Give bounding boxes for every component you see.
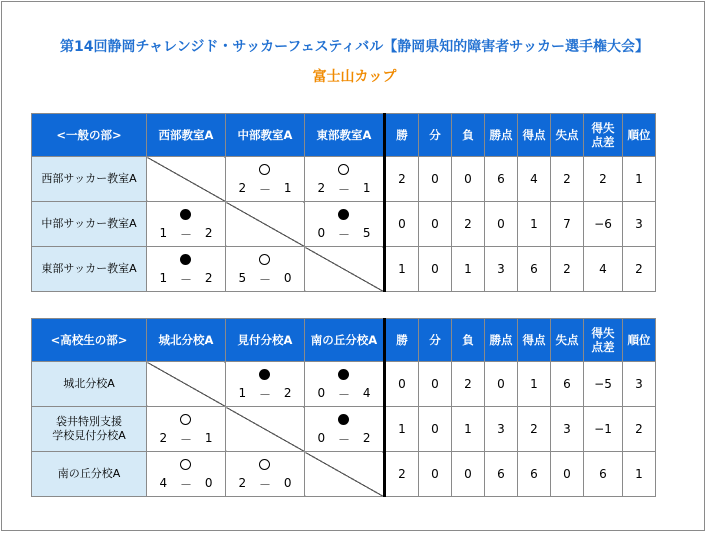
stat-value: 0 [419,247,452,292]
stat-header: 負 [452,114,485,157]
score-value: 1 [204,431,213,445]
loss-dot-icon [338,209,349,220]
league-table-highschool [31,318,656,497]
score-value: 0 [283,476,292,490]
score-separator: － [337,433,350,447]
header-row [32,114,656,157]
score-value: 5 [362,226,371,240]
match-result-cell [305,362,385,407]
match-result-cell [305,407,385,452]
stat-header: 順位 [623,114,656,157]
team-name: 城北分校A [32,362,147,407]
stat-header: 負 [452,319,485,362]
stat-value: 2 [385,452,419,497]
win-circle-icon [259,164,270,175]
match-score [147,431,225,448]
stat-value: 0 [452,157,485,202]
team-name: 中部サッカー教室A [32,202,147,247]
score-value: 0 [317,226,326,240]
team-header: 見付分校A [226,319,305,362]
stat-value: 0 [419,452,452,497]
header-row [32,319,656,362]
division-label: <一般の部> [32,114,147,157]
self-match-cell [147,157,226,202]
score-separator: － [179,478,192,492]
stat-value: 2 [551,157,584,202]
stat-value: 0 [551,452,584,497]
score-value: 0 [317,431,326,445]
match-score [305,226,383,243]
stat-value: −1 [584,407,623,452]
team-name: 東部サッカー教室A [32,247,147,292]
stat-value: −6 [584,202,623,247]
win-circle-icon [180,414,191,425]
stat-header: 得失点差 [584,319,623,362]
self-match-cell [226,407,305,452]
score-separator: － [179,228,192,242]
stat-header: 得点 [518,114,551,157]
match-result-cell [226,452,305,497]
team-row [32,452,656,497]
score-value: 1 [362,181,371,195]
stat-value: 2 [518,407,551,452]
score-separator: － [337,388,350,402]
score-value: 2 [238,181,247,195]
stat-value: 0 [419,362,452,407]
win-circle-icon [259,254,270,265]
win-circle-icon [338,164,349,175]
score-value: 2 [362,431,371,445]
match-result-cell [147,407,226,452]
win-circle-icon [180,459,191,470]
score-value: 0 [204,476,213,490]
stat-value: 1 [623,452,656,497]
score-value: 2 [317,181,326,195]
stat-value: 3 [623,202,656,247]
stat-value: 1 [385,247,419,292]
stat-value: 0 [485,202,518,247]
match-result-cell [305,202,385,247]
match-result-cell [147,202,226,247]
score-value: 2 [204,226,213,240]
stat-value: 6 [485,452,518,497]
stat-value: 2 [584,157,623,202]
stat-value: 3 [551,407,584,452]
page-subtitle: 富士山カップ [312,69,397,85]
stat-value: 6 [518,247,551,292]
win-circle-icon [259,459,270,470]
stat-header: 分 [419,319,452,362]
stat-value: 6 [584,452,623,497]
stat-header: 分 [419,114,452,157]
stat-value: 2 [452,362,485,407]
match-result-cell [226,362,305,407]
score-separator: － [179,433,192,447]
stat-value: 2 [385,157,419,202]
team-row [32,362,656,407]
stat-header: 勝 [385,319,419,362]
match-score [226,271,304,288]
stat-value: 6 [551,362,584,407]
stat-value: 3 [485,247,518,292]
stat-value: 6 [485,157,518,202]
division-label: <高校生の部> [32,319,147,362]
stat-header: 得失点差 [584,114,623,157]
stat-value: 2 [551,247,584,292]
stat-value: −5 [584,362,623,407]
team-name: 南の丘分校A [32,452,147,497]
team-row [32,407,656,452]
score-value: 1 [283,181,292,195]
team-header: 中部教室A [226,114,305,157]
stat-header: 勝点 [485,319,518,362]
score-separator: － [258,388,271,402]
loss-dot-icon [259,369,270,380]
match-score [147,226,225,243]
match-score [305,386,383,403]
team-row [32,157,656,202]
stat-value: 0 [419,407,452,452]
self-match-cell [305,247,385,292]
match-score [305,181,383,198]
score-value: 2 [204,271,213,285]
match-result-cell [226,157,305,202]
stat-value: 4 [518,157,551,202]
loss-dot-icon [338,369,349,380]
team-header: 南の丘分校A [305,319,385,362]
score-separator: － [179,273,192,287]
score-value: 2 [283,386,292,400]
match-result-cell [147,452,226,497]
stat-value: 0 [452,452,485,497]
score-value: 0 [317,386,326,400]
stat-header: 失点 [551,319,584,362]
team-header: 東部教室A [305,114,385,157]
match-score [305,431,383,448]
score-separator: － [258,273,271,287]
stat-value: 3 [485,407,518,452]
score-separator: － [337,183,350,197]
match-result-cell [147,247,226,292]
score-value: 4 [159,476,168,490]
self-match-cell [147,362,226,407]
stat-value: 1 [385,407,419,452]
match-result-cell [226,247,305,292]
score-separator: － [337,228,350,242]
stat-value: 0 [419,202,452,247]
self-match-cell [226,202,305,247]
score-value: 1 [238,386,247,400]
score-value: 1 [159,226,168,240]
match-score [226,476,304,493]
stat-header: 順位 [623,319,656,362]
score-value: 4 [362,386,371,400]
stat-value: 0 [419,157,452,202]
stat-value: 0 [385,362,419,407]
self-match-cell [305,452,385,497]
match-score [147,271,225,288]
stat-header: 勝 [385,114,419,157]
team-row [32,247,656,292]
stat-header: 失点 [551,114,584,157]
score-value: 2 [159,431,168,445]
stat-value: 7 [551,202,584,247]
stat-value: 2 [452,202,485,247]
loss-dot-icon [180,209,191,220]
stat-value: 2 [623,247,656,292]
match-result-cell [305,157,385,202]
stat-value: 1 [452,247,485,292]
page-title: 第14回静岡チャレンジド・サッカーフェスティバル【静岡県知的障害者サッカー選手権大会】 [60,39,649,55]
team-header: 西部教室A [147,114,226,157]
stat-header: 勝点 [485,114,518,157]
stat-value: 1 [518,202,551,247]
match-score [226,386,304,403]
score-value: 0 [283,271,292,285]
loss-dot-icon [180,254,191,265]
match-score [226,181,304,198]
stat-value: 2 [623,407,656,452]
match-score [147,476,225,493]
league-table-general [31,113,656,292]
loss-dot-icon [338,414,349,425]
stat-value: 1 [452,407,485,452]
score-separator: － [258,478,271,492]
score-value: 5 [238,271,247,285]
team-name: 袋井特別支援 学校見付分校A [32,407,147,452]
team-row [32,202,656,247]
team-name: 西部サッカー教室A [32,157,147,202]
stat-value: 0 [485,362,518,407]
score-separator: － [258,183,271,197]
stat-value: 1 [518,362,551,407]
stat-value: 3 [623,362,656,407]
score-value: 2 [238,476,247,490]
stat-value: 4 [584,247,623,292]
score-value: 1 [159,271,168,285]
stat-value: 6 [518,452,551,497]
stat-value: 0 [385,202,419,247]
stat-value: 1 [623,157,656,202]
stat-header: 得点 [518,319,551,362]
team-header: 城北分校A [147,319,226,362]
